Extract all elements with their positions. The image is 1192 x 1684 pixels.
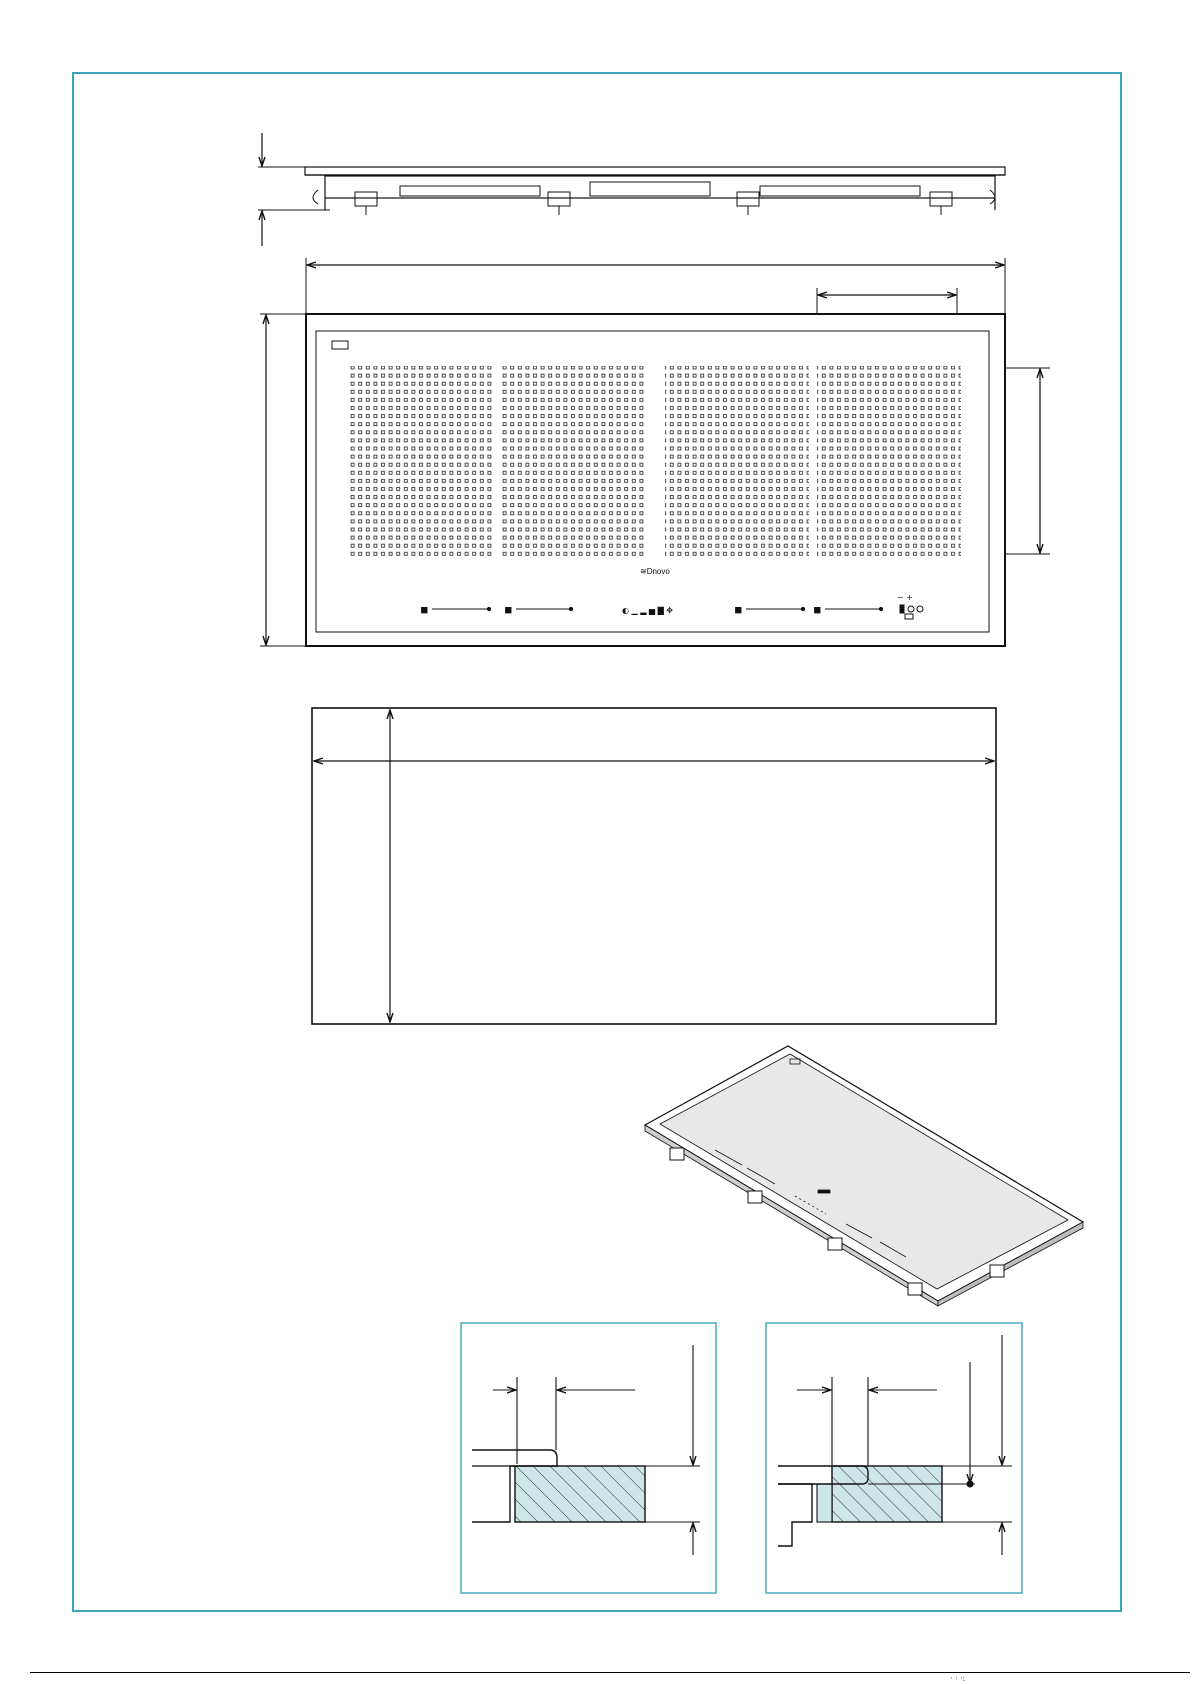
side-view bbox=[258, 133, 1005, 246]
slider-icon-4: ▤ bbox=[814, 606, 821, 614]
top-view bbox=[260, 258, 1050, 646]
cutout-view bbox=[312, 708, 996, 1024]
isometric-view bbox=[645, 1046, 1083, 1306]
cooking-zone-1 bbox=[350, 366, 494, 556]
cooking-zone-2 bbox=[502, 366, 646, 556]
cooking-zone-4 bbox=[817, 366, 961, 556]
power-controls: − + bbox=[897, 593, 913, 602]
detail-view-1 bbox=[461, 1323, 716, 1593]
brand-logo: ≋Dnovo bbox=[640, 567, 670, 576]
footer-mark: · · ·ː bbox=[950, 1674, 966, 1683]
slider-icon-1: ▤ bbox=[421, 606, 428, 614]
detail-view-2 bbox=[766, 1323, 1022, 1593]
center-controls: ◐ ▁ ▂ ▅ ▇ ✥ bbox=[622, 606, 674, 615]
cooking-zone-3 bbox=[665, 366, 809, 556]
footer-rule bbox=[30, 1672, 1190, 1673]
slider-icon-3: ▤ bbox=[735, 606, 742, 614]
slider-icon-2: ▤ bbox=[505, 606, 512, 614]
